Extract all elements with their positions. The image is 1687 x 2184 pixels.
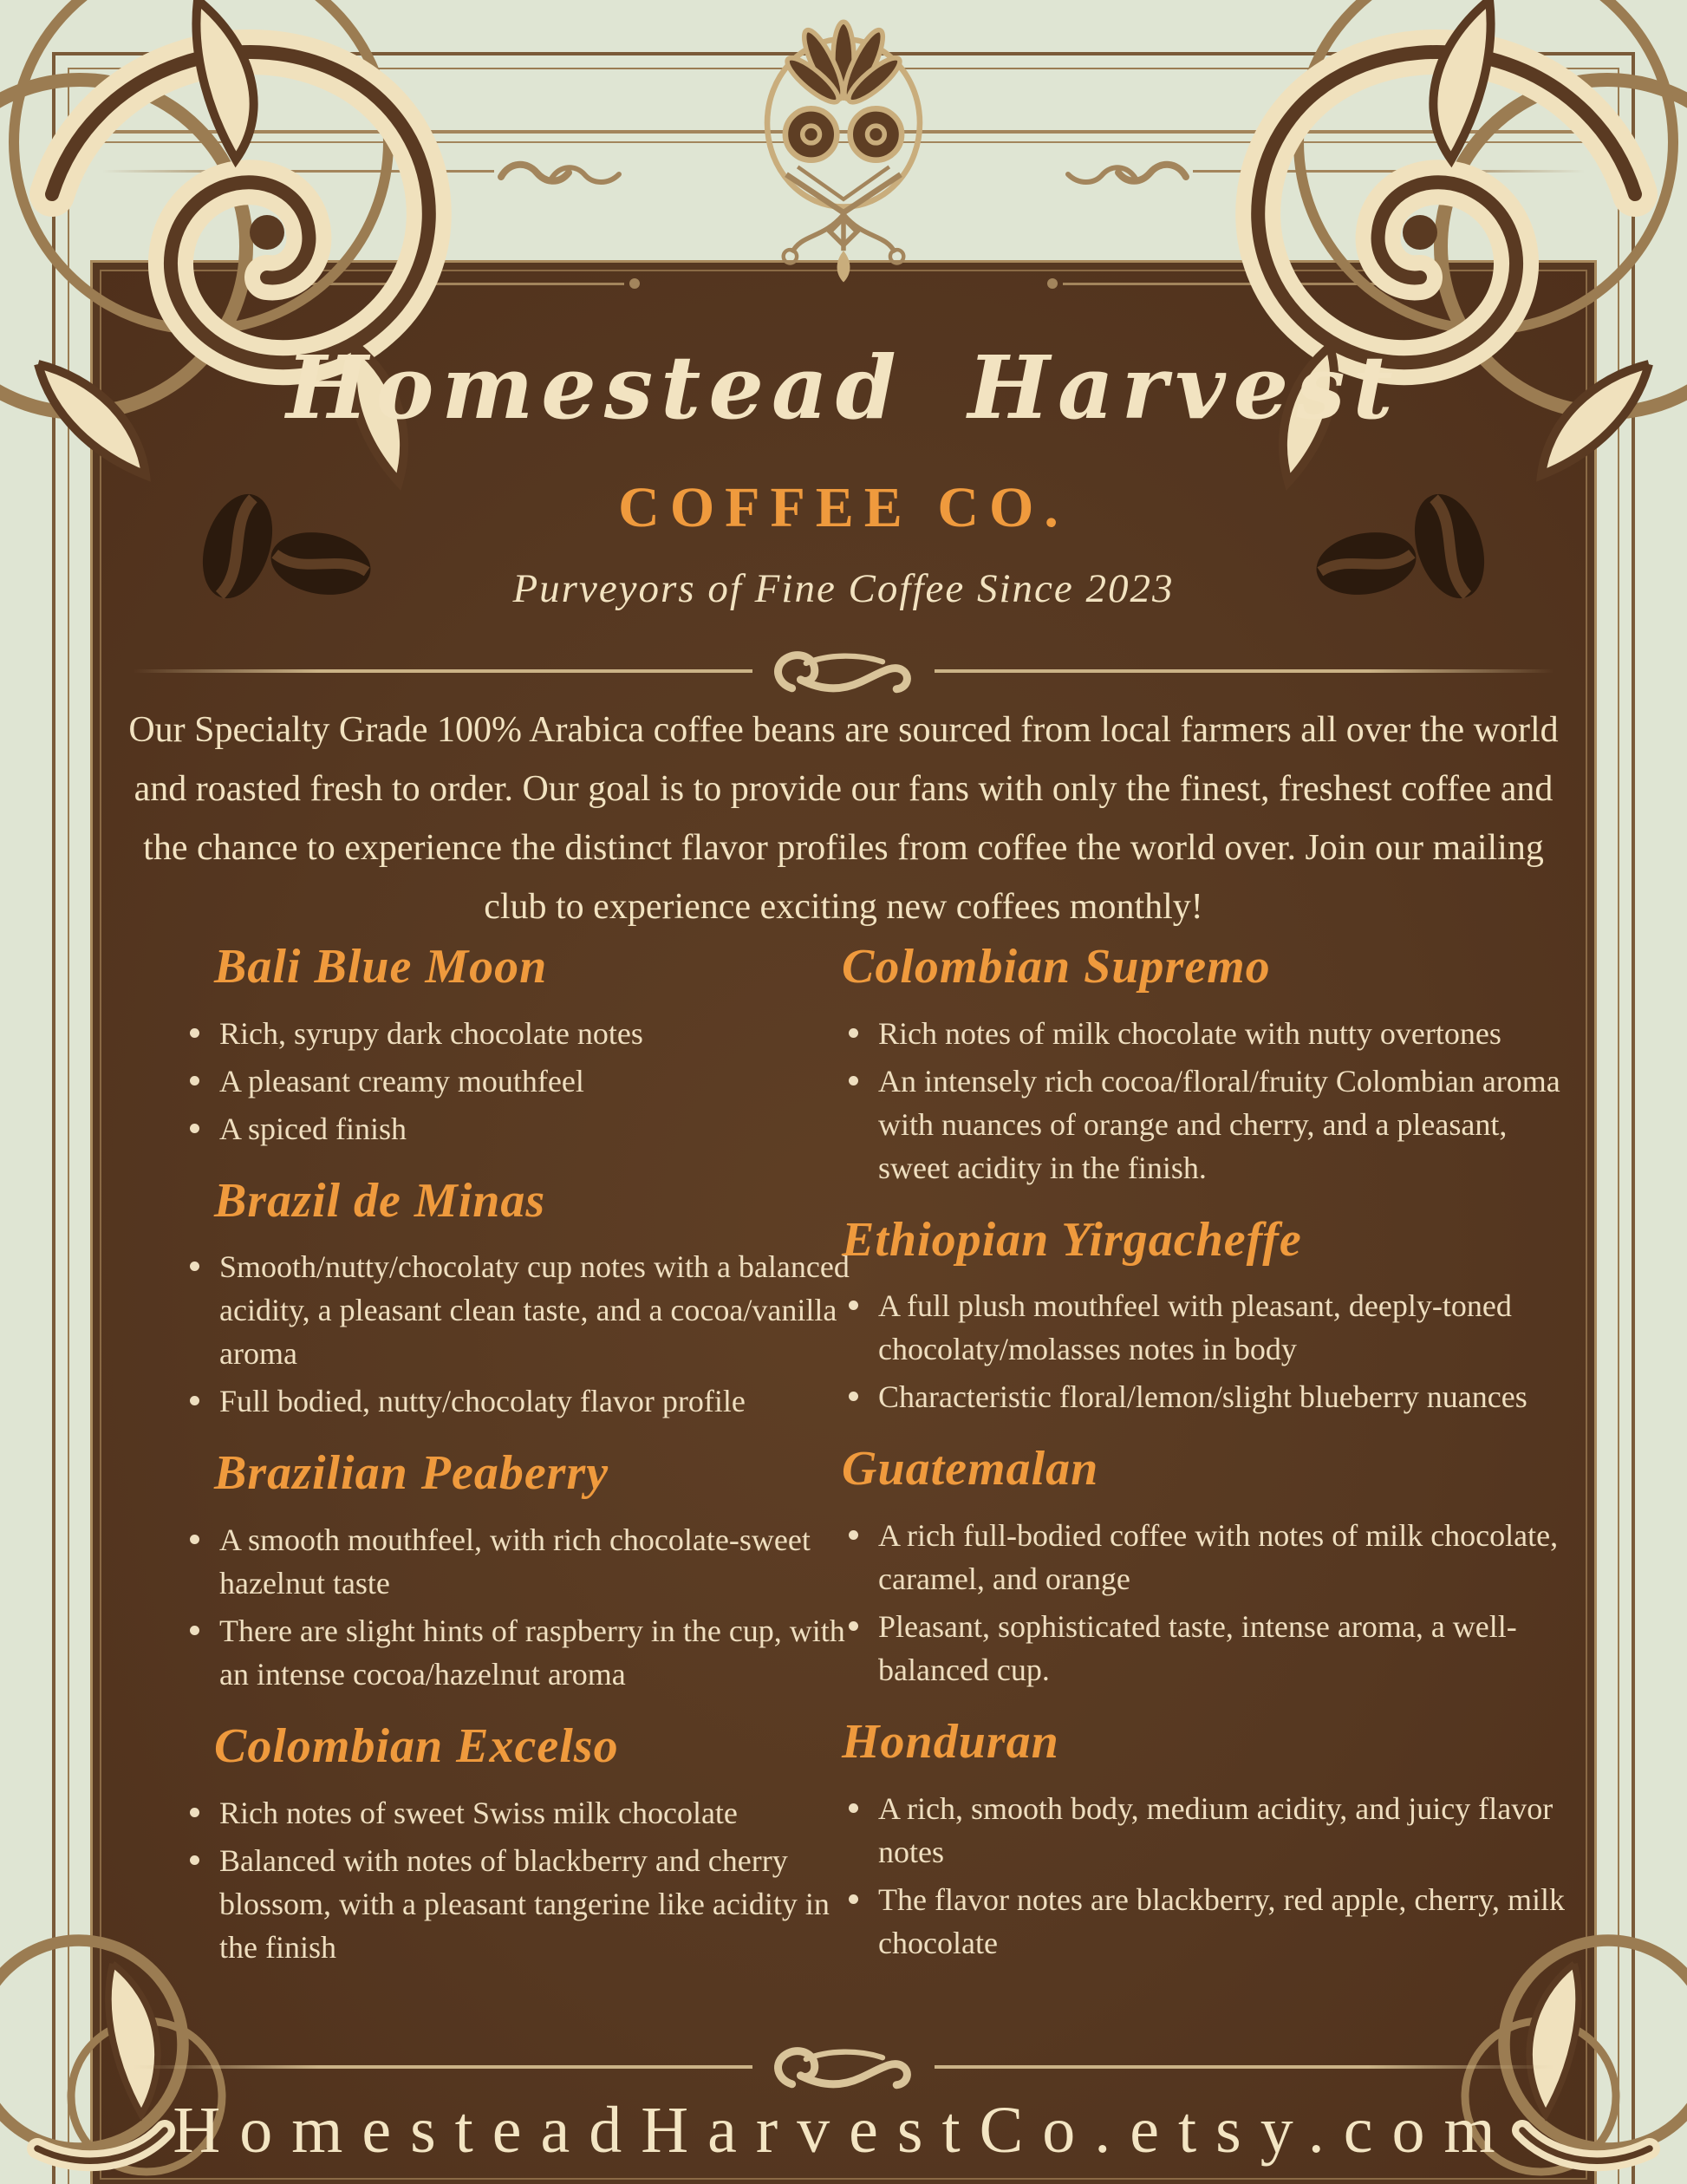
tasting-note: There are slight hints of raspberry in the cup, with an intense cocoa/hazelnut aroma [178, 1609, 850, 1696]
tasting-note: A rich, smooth body, medium acidity, and juicy flavor notes [837, 1787, 1582, 1874]
tasting-note: A pleasant creamy mouthfeel [178, 1059, 850, 1103]
divider-line [935, 669, 1554, 673]
tasting-note: Pleasant, sophisticated taste, intense aroma, a well-balanced cup. [837, 1605, 1582, 1692]
brand-tagline: Purveyors of Fine Coffee Since 2023 [512, 566, 1175, 611]
brand-subtitle: COFFEE CO. [618, 476, 1069, 539]
menu-section-ethiopian-yirgacheffe [837, 1214, 1582, 1419]
menu-section-guatemalan [837, 1443, 1582, 1692]
tasting-note: Full bodied, nutty/chocolaty flavor profile [178, 1379, 850, 1423]
crest-ornament-icon [700, 10, 987, 297]
tasting-note: A full plush mouthfeel with pleasant, deeply-toned chocolaty/molasses notes in body [837, 1284, 1582, 1371]
coffee-name: Bali Blue Moon [214, 940, 548, 994]
s-scroll-divider-icon [761, 640, 926, 702]
coffee-bean-icon [184, 475, 392, 623]
tasting-note: Rich, syrupy dark chocolate notes [178, 1012, 850, 1055]
brand-title: Homestead Harvest [286, 336, 1401, 439]
divider-line [935, 2065, 1554, 2069]
divider-line [133, 2065, 752, 2069]
menu-column-left [178, 941, 850, 1973]
coffee-name: Colombian Excelso [214, 1719, 619, 1774]
menu-section-brazilian-peaberry [178, 1447, 850, 1696]
section-divider [133, 640, 1554, 702]
tasting-note: A spiced finish [178, 1107, 850, 1151]
tasting-note: An intensely rich cocoa/floral/fruity Colombian aroma with nuances of orange and cherry, and a pleasant, sweet acidity in the finish. [837, 1059, 1582, 1190]
menu-section-brazil-de-minas [178, 1175, 850, 1424]
squiggle-ornament-icon [1061, 153, 1191, 191]
coffee-name: Ethiopian Yirgacheffe [842, 1212, 1302, 1267]
coffee-name: Brazil de Minas [214, 1173, 546, 1228]
menu-section-bali-blue-moon [178, 941, 850, 1151]
menu-column-right [837, 941, 1582, 1969]
tasting-note: A smooth mouthfeel, with rich chocolate-sweet hazelnut taste [178, 1518, 850, 1605]
coffee-name: Colombian Supremo [842, 940, 1271, 994]
squiggle-ornament-icon [496, 153, 626, 191]
coffee-bean-icon [1295, 475, 1503, 623]
footer-url: HomesteadHarvestCo.etsy.com [173, 2094, 1514, 2167]
coffee-name: Brazilian Peaberry [214, 1446, 609, 1501]
tasting-note: A rich full-bodied coffee with notes of milk chocolate, caramel, and orange [837, 1514, 1582, 1601]
tasting-note: Rich notes of milk chocolate with nutty overtones [837, 1012, 1582, 1055]
tasting-note: The flavor notes are blackberry, red apple, cherry, milk chocolate [837, 1878, 1582, 1965]
tasting-note: Smooth/nutty/chocolaty cup notes with a balanced acidity, a pleasant clean taste, and a cocoa/vanilla aroma [178, 1245, 850, 1375]
menu-section-colombian-excelso [178, 1720, 850, 1969]
s-scroll-divider-icon [761, 2036, 926, 2098]
section-divider [133, 2036, 1554, 2098]
tasting-note: Balanced with notes of blackberry and cherry blossom, with a pleasant tangerine like acidity in the finish [178, 1839, 850, 1969]
tasting-note: Rich notes of sweet Swiss milk chocolate [178, 1791, 850, 1835]
intro-paragraph: Our Specialty Grade 100% Arabica coffee beans are sourced from local farmers all over the world and roasted fresh to order. Our goal is to provide our fans with only the finest, freshest coffee and the chance to experience the distinct flavor profiles from coffee the world over. Join our mailing club to experience exciting new coffees monthly! [128, 710, 1559, 928]
tasting-note: Characteristic floral/lemon/slight blueberry nuances [837, 1375, 1582, 1418]
divider-line [133, 669, 752, 673]
coffee-name: Honduran [842, 1715, 1059, 1770]
menu-section-honduran [837, 1716, 1582, 1965]
menu-section-colombian-supremo [837, 941, 1582, 1190]
coffee-name: Guatemalan [842, 1442, 1099, 1496]
